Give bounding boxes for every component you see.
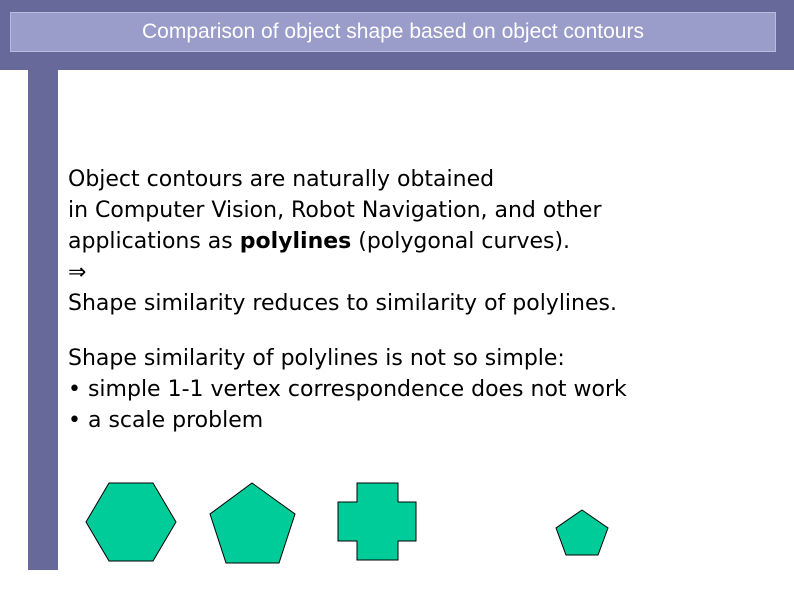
cross-shape: [338, 483, 416, 560]
polylines-emphasis: polylines: [239, 229, 352, 254]
slide-title: Comparison of object shape based on object contours: [142, 20, 644, 43]
bullet-item: • a scale problem: [68, 408, 264, 433]
bullet-item: • simple 1-1 vertex correspondence does not work: [68, 377, 627, 402]
text-line: Object contours are naturally obtained: [68, 167, 495, 192]
text-line: in Computer Vision, Robot Navigation, and other: [68, 198, 602, 223]
text-span: (polygonal curves).: [351, 229, 571, 254]
small-pentagon-shape: [556, 510, 608, 555]
implies-arrow: ⇒: [68, 260, 87, 285]
text-line: Shape similarity of polylines is not so simple:: [68, 346, 565, 371]
text-span: applications as: [68, 229, 240, 254]
text-line: Shape similarity reduces to similarity of polylines.: [68, 291, 617, 316]
pentagon-shape: [210, 483, 295, 563]
hexagon-shape: [86, 483, 176, 561]
